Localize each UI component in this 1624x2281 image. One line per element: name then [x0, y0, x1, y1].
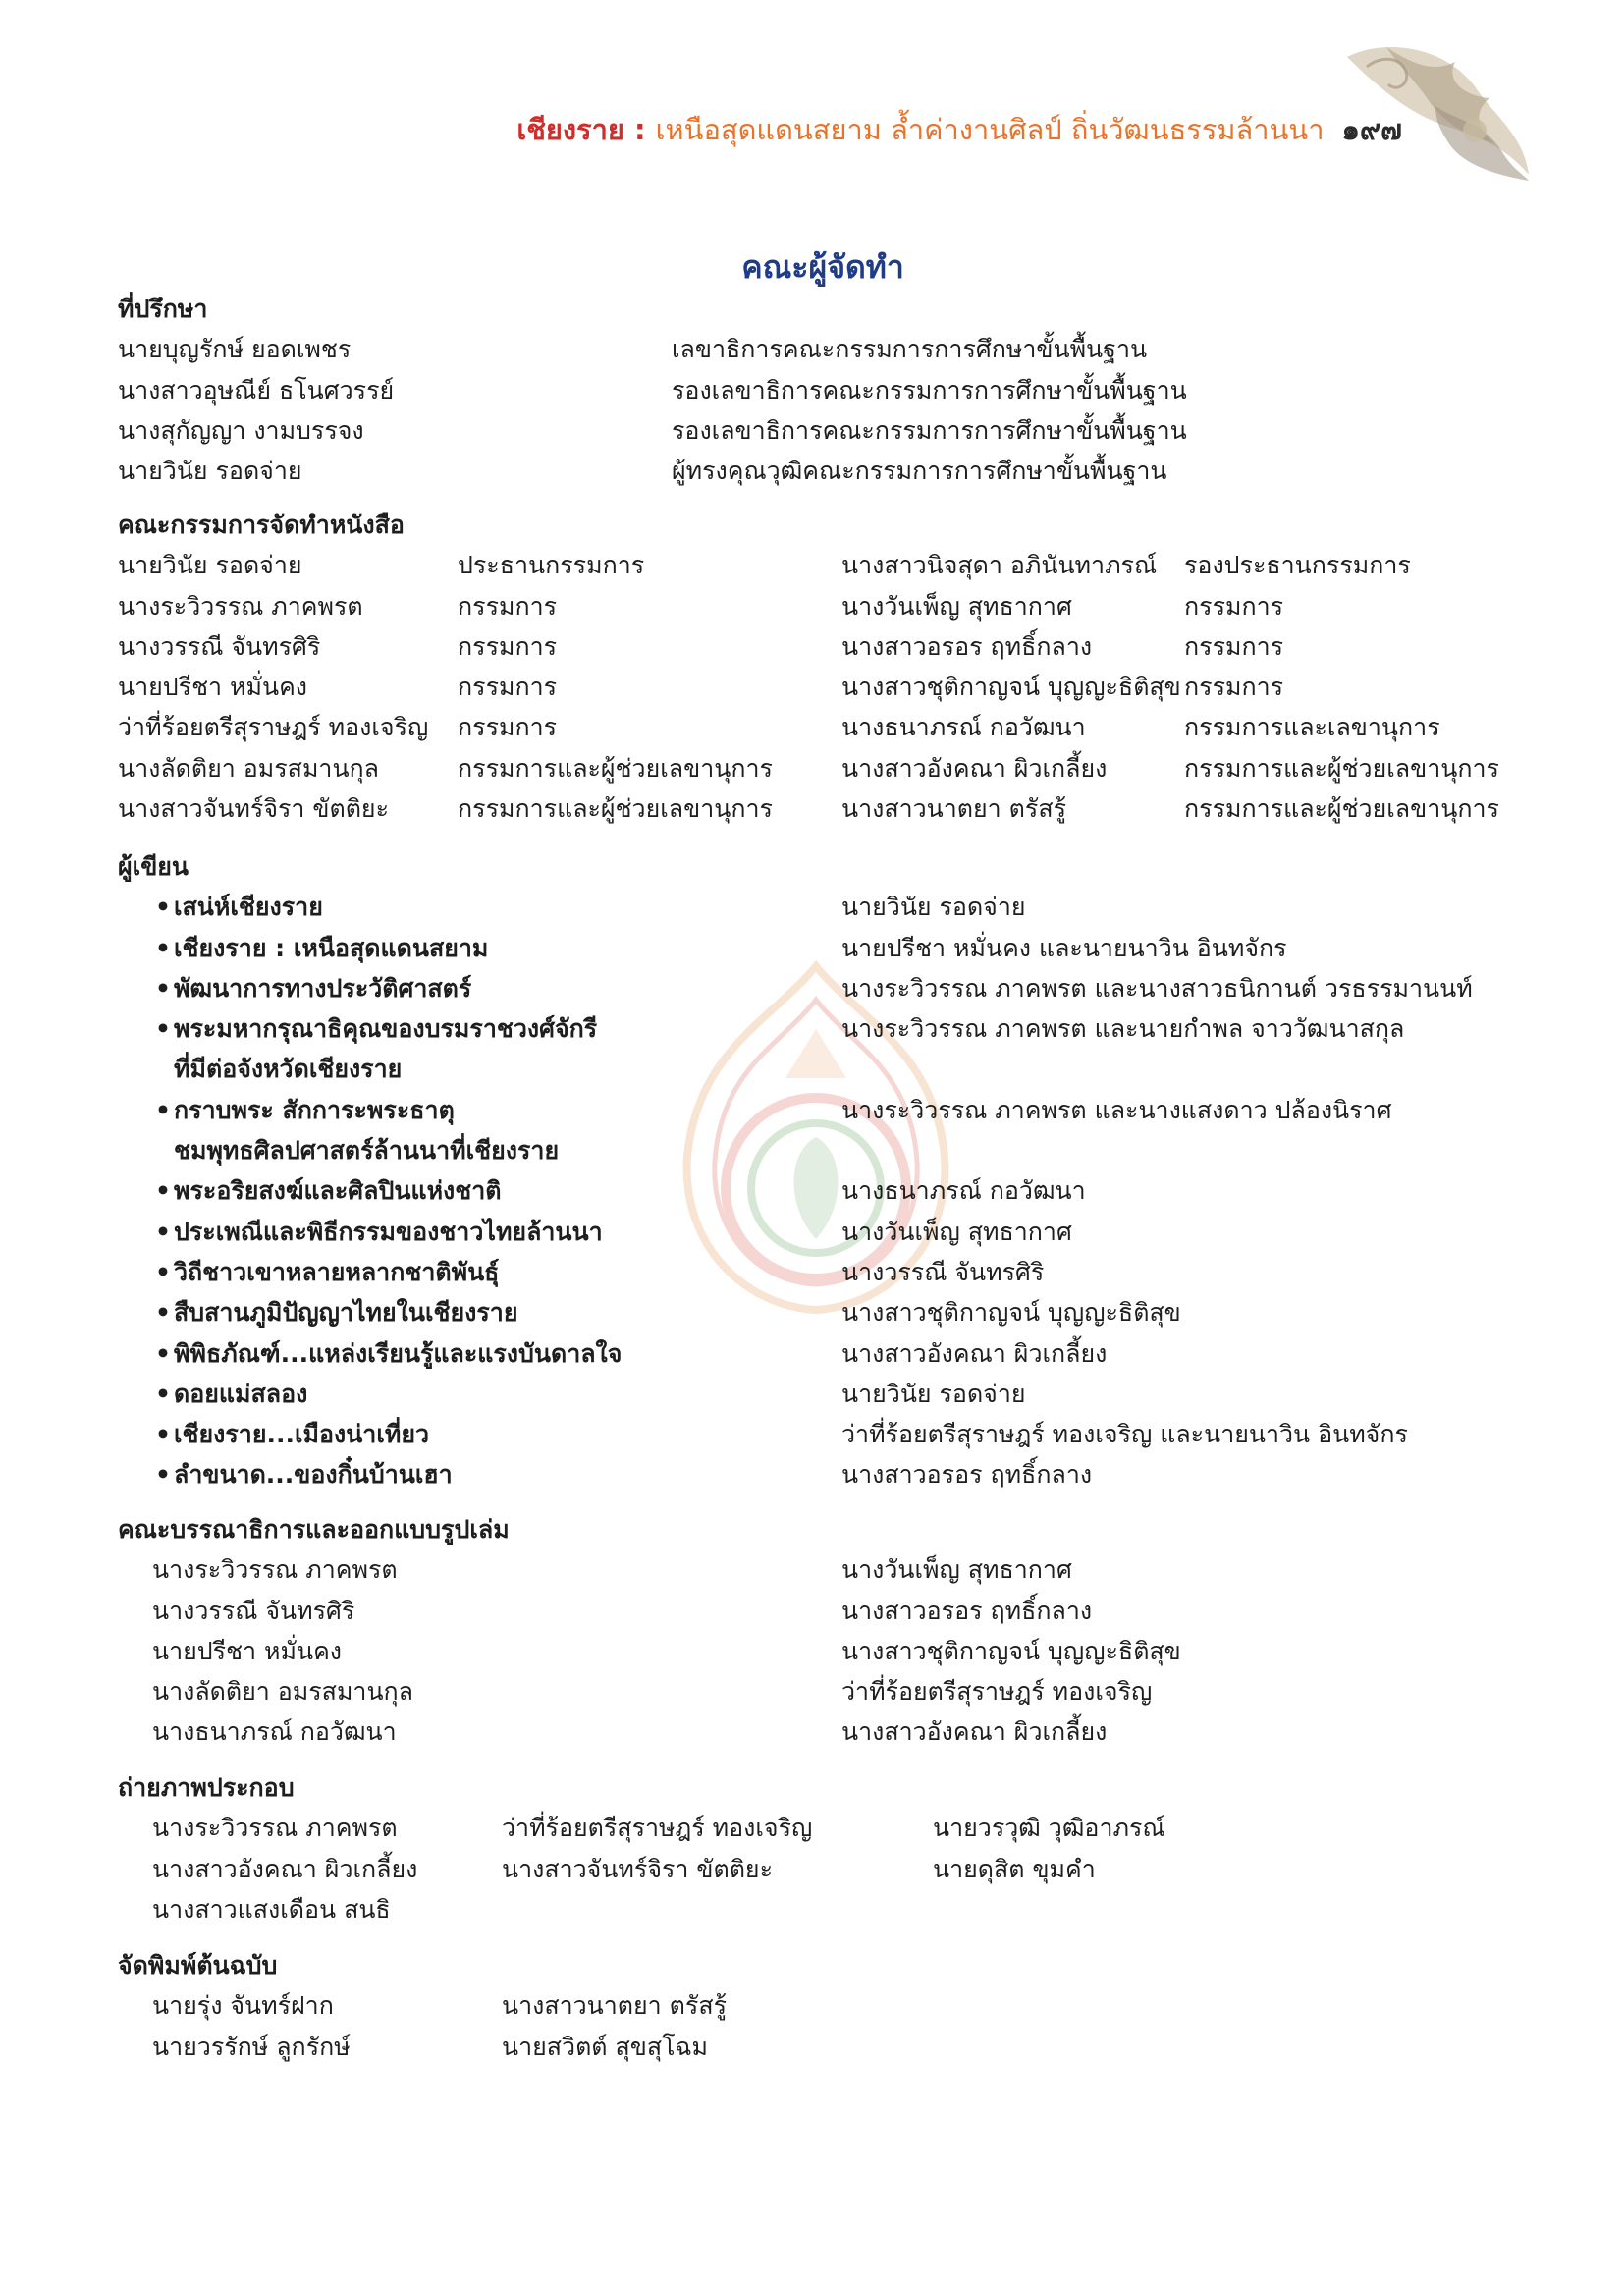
advisors-row [0, 329, 1624, 369]
member-role: กรรมการ [458, 591, 558, 621]
photographers-list [0, 1808, 1624, 1929]
member-role: กรรมการ [458, 713, 558, 742]
writer-author: นางธนาภรณ์ กอวัฒนา [841, 1176, 1086, 1206]
writer-topic-line: เชียงราย...เมืองน่าเที่ยว [174, 1420, 430, 1449]
writer-item [0, 1170, 1624, 1211]
photographers-section [0, 1767, 1624, 1929]
photographer-name: นายวรวุฒิ วุฒิอาภรณ์ [933, 1814, 1165, 1843]
advisors-heading: ที่ปรึกษา [118, 295, 208, 323]
page-number: ๑๙๗ [1341, 113, 1402, 146]
writer-topic [174, 928, 841, 968]
writer-topic [174, 1008, 841, 1090]
photographer-name: นางระวิวรรณ ภาคพรต [152, 1814, 398, 1843]
member-role: กรรมการและเลขานุการ [1184, 713, 1440, 742]
bullet-icon: • [155, 1420, 171, 1449]
writer-author: นางวันเพ็ญ สุทธากาศ [841, 1217, 1072, 1246]
member-name: นางสาวชุติกาญจน์ บุญญะธิติสุข [841, 673, 1181, 702]
header-province: เชียงราย : [516, 113, 646, 146]
photographer-name: นางสาวจันทร์จิรา ขัตติยะ [502, 1854, 774, 1883]
ornament-dot [1463, 119, 1487, 142]
member-role: กรรมการและผู้ช่วยเลขานุการ [1184, 753, 1499, 783]
writer-topic [174, 1170, 841, 1211]
editor-name: นายปรีชา หมั่นคง [152, 1636, 343, 1665]
writer-topic-line: เชียงราย : เหนือสุดแดนสยาม [174, 933, 489, 962]
member-name: นางสาวอังคณา ผิวเกลี้ยง [841, 753, 1108, 783]
bullet-icon: • [155, 1014, 171, 1044]
photographers-heading: ถ่ายภาพประกอบ [118, 1773, 295, 1802]
writer-item [0, 887, 1624, 927]
writer-topic [174, 968, 841, 1008]
writer-item [0, 1008, 1624, 1090]
running-header [516, 108, 1402, 151]
advisors-section [0, 289, 1624, 491]
typists-heading: จัดพิมพ์ต้นฉบับ [118, 1951, 278, 1980]
writer-author: นางสาวอรอร ฤทธิ์กลาง [841, 1460, 1093, 1490]
bullet-icon: • [155, 1460, 171, 1490]
writers-section [0, 846, 1624, 1495]
member-role: กรรมการ [1184, 631, 1284, 661]
writer-item [0, 1090, 1624, 1171]
typist-name: นายวรรักษ์ ลูกรักษ์ [152, 2032, 351, 2061]
bullet-icon: • [155, 973, 171, 1003]
typists-section [0, 1945, 1624, 2067]
committee-row [0, 707, 1624, 747]
editors-row [0, 1631, 1624, 1671]
member-role: กรรมการและผู้ช่วยเลขานุการ [458, 794, 773, 824]
writer-item [0, 1333, 1624, 1374]
writer-topic [174, 1414, 841, 1454]
writer-item [0, 968, 1624, 1008]
committee-row [0, 626, 1624, 667]
typist-name: นายสวิตต์ สุขสุโฉม [502, 2032, 709, 2061]
writer-topic-line: ที่มีต่อจังหวัดเชียงราย [174, 1055, 403, 1084]
writer-topic-line: สืบสานภูมิปัญญาไทยในเชียงราย [174, 1298, 518, 1328]
editor-name: นางสาวอังคณา ผิวเกลี้ยง [841, 1717, 1108, 1747]
writer-topic [174, 887, 841, 927]
writer-author: นางระวิวรรณ ภาคพรต และนายกำพล จาววัฒนาสกุล [841, 1014, 1405, 1044]
advisor-name: นางสาวอุษณีย์ ธโนศวรรย์ [118, 375, 395, 405]
writer-topic [174, 1292, 841, 1332]
writer-topic-line: ลำขนาด...ของกิ๋นบ้านเฮา [174, 1460, 453, 1490]
advisors-row [0, 370, 1624, 410]
bullet-icon: • [155, 893, 171, 922]
member-name: นางวรรณี จันทรศิริ [118, 631, 321, 661]
photographers-row [0, 1808, 1624, 1848]
committee-heading: คณะกรรมการจัดทำหนังสือ [118, 511, 405, 539]
member-name: นางวันเพ็ญ สุทธากาศ [841, 591, 1072, 621]
writer-author: นางระวิวรรณ ภาคพรต และนางสาวธนิกานต์ วรธรรมานนท์ [841, 973, 1473, 1003]
writer-author: นายวินัย รอดจ่าย [841, 893, 1026, 922]
advisors-row [0, 451, 1624, 491]
writers-heading: ผู้เขียน [118, 852, 189, 881]
advisor-position: ผู้ทรงคุณวุฒิคณะกรรมการการศึกษาขั้นพื้นฐาน [672, 457, 1167, 486]
member-role: รองประธานกรรมการ [1184, 551, 1411, 580]
bullet-icon: • [155, 1217, 171, 1246]
member-role: กรรมการ [1184, 673, 1284, 702]
writer-item [0, 928, 1624, 968]
writer-item [0, 1252, 1624, 1292]
writer-author: นางสาวอังคณา ผิวเกลี้ยง [841, 1338, 1108, 1368]
typist-name: นางสาวนาตยา ตรัสรู้ [502, 1991, 728, 2021]
writer-item [0, 1212, 1624, 1252]
writer-topic-line: พัฒนาการทางประวัติศาสตร์ [174, 973, 472, 1003]
writer-author: นางสาวชุติกาญจน์ บุญญะธิติสุข [841, 1298, 1181, 1328]
advisor-position: รองเลขาธิการคณะกรรมการการศึกษาขั้นพื้นฐาน [672, 415, 1187, 445]
advisor-name: นายบุญรักษ์ ยอดเพชร [118, 335, 352, 364]
writer-topic-line: เสน่ห์เชียงราย [174, 893, 323, 922]
bullet-icon: • [155, 1095, 171, 1124]
writer-topic [174, 1212, 841, 1252]
editors-row [0, 1671, 1624, 1711]
member-role: กรรมการและผู้ช่วยเลขานุการ [458, 753, 773, 783]
editor-name: นางระวิวรรณ ภาคพรต [152, 1555, 398, 1585]
advisor-position: รองเลขาธิการคณะกรรมการการศึกษาขั้นพื้นฐาน [672, 375, 1187, 405]
member-role: กรรมการ [458, 673, 558, 702]
member-role: ประธานกรรมการ [458, 551, 645, 580]
editor-name: นางสาวชุติกาญจน์ บุญญะธิติสุข [841, 1636, 1181, 1665]
editor-name: นางลัดติยา อมรสมานกุล [152, 1677, 414, 1707]
advisor-name: นายวินัย รอดจ่าย [118, 457, 302, 486]
editor-name: นางวันเพ็ญ สุทธากาศ [841, 1555, 1072, 1585]
member-name: นายปรีชา หมั่นคง [118, 673, 308, 702]
writer-item [0, 1454, 1624, 1494]
member-name: นางสาวนิจสุดา อภินันทาภรณ์ [841, 551, 1158, 580]
member-name: ว่าที่ร้อยตรีสุราษฎร์ ทองเจริญ [118, 713, 429, 742]
writers-list [0, 887, 1624, 1494]
bullet-icon: • [155, 1338, 171, 1368]
writer-topic [174, 1252, 841, 1292]
writer-topic-line: พิพิธภัณฑ์...แหล่งเรียนรู้และแรงบันดาลใจ [174, 1338, 623, 1368]
committee-row [0, 788, 1624, 829]
member-name: นางสาวนาตยา ตรัสรู้ [841, 794, 1067, 824]
member-name: นางระวิวรรณ ภาคพรต [118, 591, 363, 621]
editors-row [0, 1549, 1624, 1590]
bullet-icon: • [155, 1176, 171, 1206]
thai-ornament-decoration [1327, 27, 1534, 183]
typists-row [0, 2027, 1624, 2067]
member-name: นางลัดติยา อมรสมานกุล [118, 753, 380, 783]
member-name: นางสาวจันทร์จิรา ขัตติยะ [118, 794, 390, 824]
writer-author: นายปรีชา หมั่นคง และนายนาวิน อินทจักร [841, 933, 1287, 962]
photographer-name: ว่าที่ร้อยตรีสุราษฎร์ ทองเจริญ [502, 1814, 813, 1843]
photographer-name: นายดุสิต ขุมคำ [933, 1854, 1096, 1883]
editor-name: นางวรรณี จันทรศิริ [152, 1596, 355, 1625]
writer-topic-line: ดอยแม่สลอง [174, 1379, 308, 1408]
photographers-row [0, 1849, 1624, 1889]
editor-name: นางสาวอรอร ฤทธิ์กลาง [841, 1596, 1093, 1625]
writer-topic [174, 1454, 841, 1494]
writer-topic-line: กราบพระ สักการะพระธาตุ [174, 1095, 455, 1124]
bullet-icon: • [155, 1257, 171, 1286]
writer-item [0, 1374, 1624, 1414]
writer-topic-line: วิถีชาวเขาหลายหลากชาติพันธุ์ [174, 1257, 500, 1286]
member-role: กรรมการและผู้ช่วยเลขานุการ [1184, 794, 1499, 824]
committee-row [0, 586, 1624, 626]
committee-list [0, 545, 1624, 829]
committee-row [0, 748, 1624, 788]
editors-list [0, 1549, 1624, 1752]
advisors-list [0, 329, 1624, 491]
writer-item [0, 1414, 1624, 1454]
photographer-name: นางสาวอังคณา ผิวเกลี้ยง [152, 1854, 418, 1883]
committee-row [0, 667, 1624, 707]
editors-heading: คณะบรรณาธิการและออกแบบรูปเล่ม [118, 1515, 510, 1544]
writer-topic-line: ชมพุทธศิลปศาสตร์ล้านนาที่เชียงราย [174, 1136, 560, 1166]
typist-name: นายรุ่ง จันทร์ฝาก [152, 1991, 334, 2021]
editors-row [0, 1711, 1624, 1752]
member-name: นางสาวอรอร ฤทธิ์กลาง [841, 631, 1093, 661]
writer-topic [174, 1374, 841, 1414]
bullet-icon: • [155, 933, 171, 962]
writer-item [0, 1292, 1624, 1332]
editor-name: นางธนาภรณ์ กอวัฒนา [152, 1717, 397, 1747]
writer-author: นางระวิวรรณ ภาคพรต และนางแสงดาว ปล้องนิราศ [841, 1095, 1392, 1124]
member-role: กรรมการ [1184, 591, 1284, 621]
photographer-name: นางสาวแสงเดือน สนธิ [152, 1894, 391, 1924]
member-role: กรรมการ [458, 631, 558, 661]
writer-topic-line: พระมหากรุณาธิคุณของบรมราชวงศ์จักรี [174, 1014, 598, 1044]
writer-topic-line: พระอริยสงฆ์และศิลปินแห่งชาติ [174, 1176, 502, 1206]
member-name: นางธนาภรณ์ กอวัฒนา [841, 713, 1086, 742]
page-title: คณะผู้จัดทำ [741, 248, 904, 286]
bullet-icon: • [155, 1298, 171, 1328]
committee-section [0, 505, 1624, 829]
photographers-row [0, 1889, 1624, 1929]
writer-topic [174, 1090, 841, 1171]
advisor-position: เลขาธิการคณะกรรมการการศึกษาขั้นพื้นฐาน [672, 335, 1148, 364]
bullet-icon: • [155, 1379, 171, 1408]
editors-section [0, 1509, 1624, 1753]
editor-name: ว่าที่ร้อยตรีสุราษฎร์ ทองเจริญ [841, 1677, 1153, 1707]
editors-row [0, 1591, 1624, 1631]
typists-list [0, 1985, 1624, 2067]
header-subtitle: เหนือสุดแดนสยาม ล้ำค่างานศิลป์ ถิ่นวัฒนธรรมล้านนา [655, 113, 1325, 146]
committee-row [0, 545, 1624, 585]
writer-author: นายวินัย รอดจ่าย [841, 1379, 1026, 1408]
writer-author: นางวรรณี จันทรศิริ [841, 1257, 1045, 1286]
writer-author: ว่าที่ร้อยตรีสุราษฎร์ ทองเจริญ และนายนาวิน อินทจักร [841, 1420, 1408, 1449]
typists-row [0, 1985, 1624, 2026]
member-name: นายวินัย รอดจ่าย [118, 551, 302, 580]
writer-topic [174, 1333, 841, 1374]
writer-topic-line: ประเพณีและพิธีกรรมของชาวไทยล้านนา [174, 1217, 603, 1246]
advisors-row [0, 410, 1624, 451]
advisor-name: นางสุกัญญา งามบรรจง [118, 415, 364, 445]
